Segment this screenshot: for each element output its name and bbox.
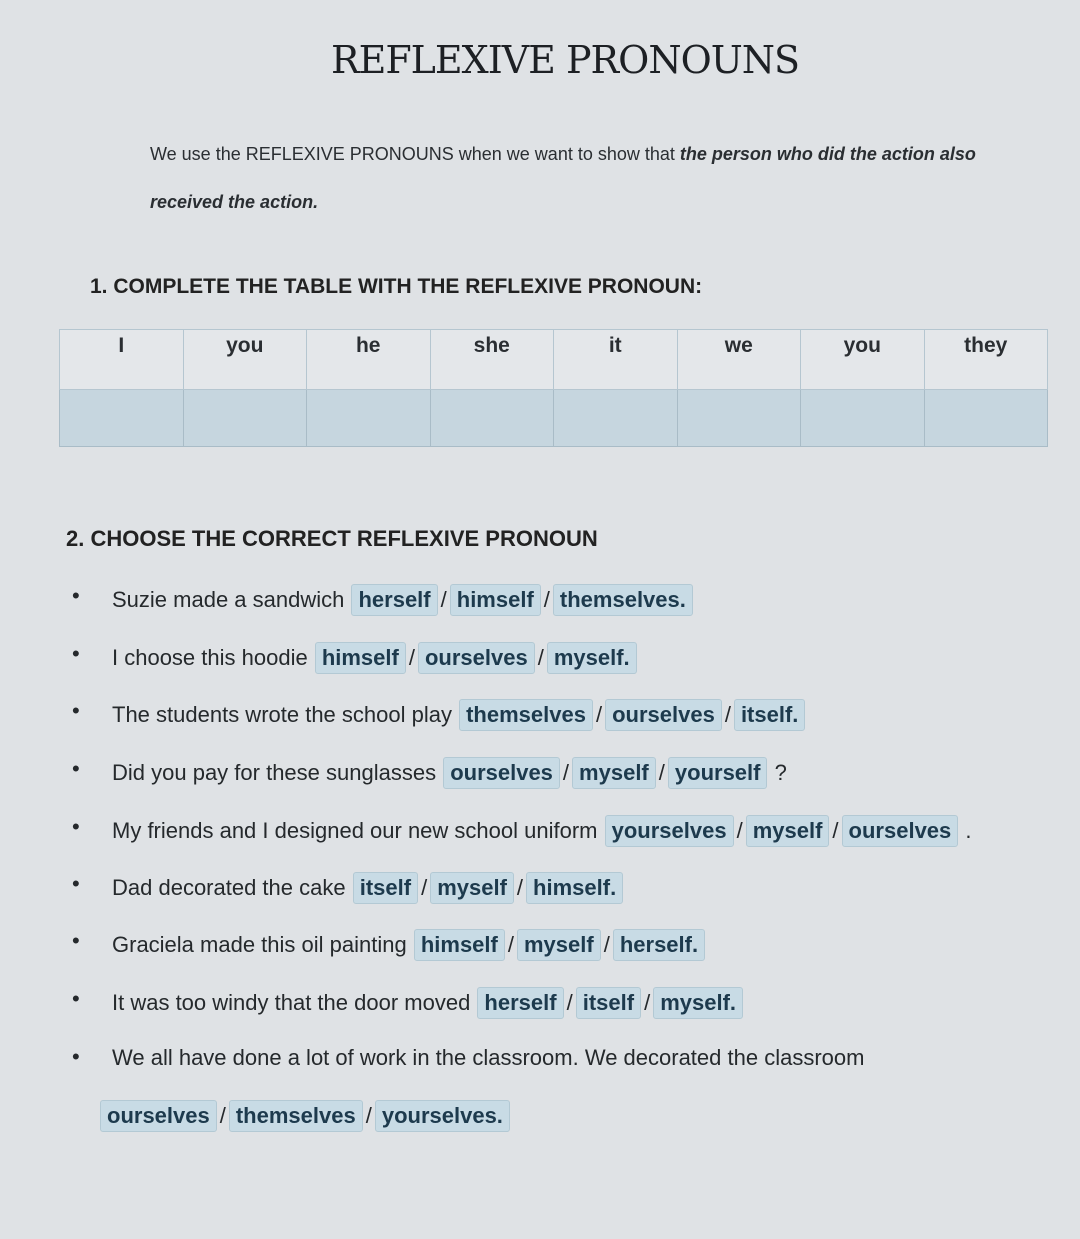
exercise-item xyxy=(112,872,624,904)
section2-heading: 2. CHOOSE THE CORRECT REFLEXIVE PRONOUN xyxy=(66,526,598,551)
exercise-item xyxy=(112,815,972,847)
pronoun-option[interactable]: themselves xyxy=(229,1100,363,1132)
exercise-item xyxy=(112,929,706,961)
exercise-item xyxy=(112,642,638,674)
exercise-item xyxy=(112,699,806,731)
exercise-item xyxy=(112,757,787,789)
sentence-text: Suzie made a sandwich xyxy=(112,587,351,612)
pronoun-option[interactable]: ourselves xyxy=(418,642,535,674)
sentence-end: . xyxy=(959,818,972,843)
sentence-text: It was too windy that the door moved xyxy=(112,990,477,1015)
pronoun-cell: I xyxy=(60,330,184,390)
pronoun-option[interactable]: myself. xyxy=(653,987,743,1019)
pronoun-cell: she xyxy=(430,330,554,390)
pronoun-option[interactable]: ourselves xyxy=(842,815,959,847)
pronoun-option[interactable]: itself xyxy=(353,872,418,904)
pronoun-cell: you xyxy=(183,330,307,390)
option-separator: / xyxy=(365,1103,372,1128)
pronoun-option[interactable]: himself xyxy=(315,642,406,674)
option-separator: / xyxy=(537,645,544,670)
option-separator: / xyxy=(440,587,447,612)
sentence-text: The students wrote the school play xyxy=(112,702,459,727)
pronoun-option[interactable]: herself xyxy=(351,584,437,616)
exercise-item xyxy=(112,987,744,1019)
option-separator: / xyxy=(603,932,610,957)
option-separator: / xyxy=(562,760,570,785)
pronoun-cell: he xyxy=(307,330,431,390)
pronoun-option[interactable]: ourselves xyxy=(443,757,560,789)
pronoun-header-row xyxy=(60,330,1048,390)
pronoun-option[interactable]: yourselves. xyxy=(375,1100,510,1132)
pronoun-option[interactable]: themselves. xyxy=(553,584,693,616)
pronoun-option[interactable]: myself. xyxy=(547,642,637,674)
option-separator: / xyxy=(566,990,573,1015)
pronoun-cell: they xyxy=(924,330,1048,390)
option-separator: / xyxy=(644,990,651,1015)
answer-field[interactable] xyxy=(60,390,184,447)
pronoun-option[interactable]: himself xyxy=(450,584,541,616)
pronoun-option[interactable]: yourself xyxy=(668,757,768,789)
answer-field[interactable] xyxy=(183,390,307,447)
pronoun-option[interactable]: himself. xyxy=(526,872,623,904)
pronoun-option[interactable]: myself xyxy=(572,757,656,789)
pronoun-cell: we xyxy=(677,330,801,390)
answer-field[interactable] xyxy=(924,390,1048,447)
option-separator: / xyxy=(658,760,665,785)
sentence-text: We all have done a lot of work in the classroom. We decorated the classroom xyxy=(112,1045,865,1070)
answer-field[interactable] xyxy=(430,390,554,447)
pronoun-option[interactable]: itself. xyxy=(734,699,805,731)
pronoun-table xyxy=(59,329,1048,447)
option-separator: / xyxy=(421,875,428,900)
page-title: REFLEXIVE PRONOUNS xyxy=(330,38,800,82)
pronoun-option[interactable]: ourselves xyxy=(100,1100,217,1132)
pronoun-option[interactable]: myself xyxy=(430,872,514,904)
pronoun-cell: it xyxy=(554,330,678,390)
sentence-text: Did you pay for these sunglasses xyxy=(112,760,443,785)
sentence-text: My friends and I designed our new school uniform xyxy=(112,818,604,843)
intro-plain: We use the REFLEXIVE PRONOUNS when we want to show that xyxy=(150,144,680,164)
pronoun-option[interactable]: herself xyxy=(477,987,563,1019)
option-separator: / xyxy=(507,932,514,957)
pronoun-option[interactable]: myself xyxy=(746,815,830,847)
option-separator: / xyxy=(736,818,743,843)
answer-field[interactable] xyxy=(677,390,801,447)
sentence-text: Dad decorated the cake xyxy=(112,875,352,900)
intro-emphasis: the person who did the action also received the action. xyxy=(150,144,976,212)
answer-field[interactable] xyxy=(307,390,431,447)
pronoun-cell: you xyxy=(801,330,925,390)
exercise-item xyxy=(112,584,694,616)
answer-field[interactable] xyxy=(801,390,925,447)
pronoun-option[interactable]: ourselves xyxy=(605,699,722,731)
pronoun-option[interactable]: herself. xyxy=(613,929,705,961)
exercise-item-continuation xyxy=(99,1100,511,1132)
sentence-text: Graciela made this oil painting xyxy=(112,932,413,957)
exercise-item xyxy=(112,1045,864,1071)
option-separator: / xyxy=(724,702,731,727)
section1-heading: 1. COMPLETE THE TABLE WITH THE REFLEXIVE PRONOUN: xyxy=(90,275,703,298)
sentence-end: ? xyxy=(768,760,787,785)
intro-paragraph xyxy=(150,130,1010,226)
sentence-text: I choose this hoodie xyxy=(112,645,314,670)
pronoun-option[interactable]: yourselves xyxy=(605,815,734,847)
pronoun-option[interactable]: himself xyxy=(414,929,505,961)
option-separator: / xyxy=(516,875,524,900)
option-separator: / xyxy=(832,818,839,843)
option-separator: / xyxy=(595,702,603,727)
option-separator: / xyxy=(543,587,550,612)
pronoun-option[interactable]: themselves xyxy=(459,699,593,731)
answer-row xyxy=(60,390,1048,447)
pronoun-option[interactable]: itself xyxy=(576,987,641,1019)
option-separator: / xyxy=(408,645,415,670)
pronoun-option[interactable]: myself xyxy=(517,929,601,961)
option-separator: / xyxy=(219,1103,226,1128)
answer-field[interactable] xyxy=(554,390,678,447)
